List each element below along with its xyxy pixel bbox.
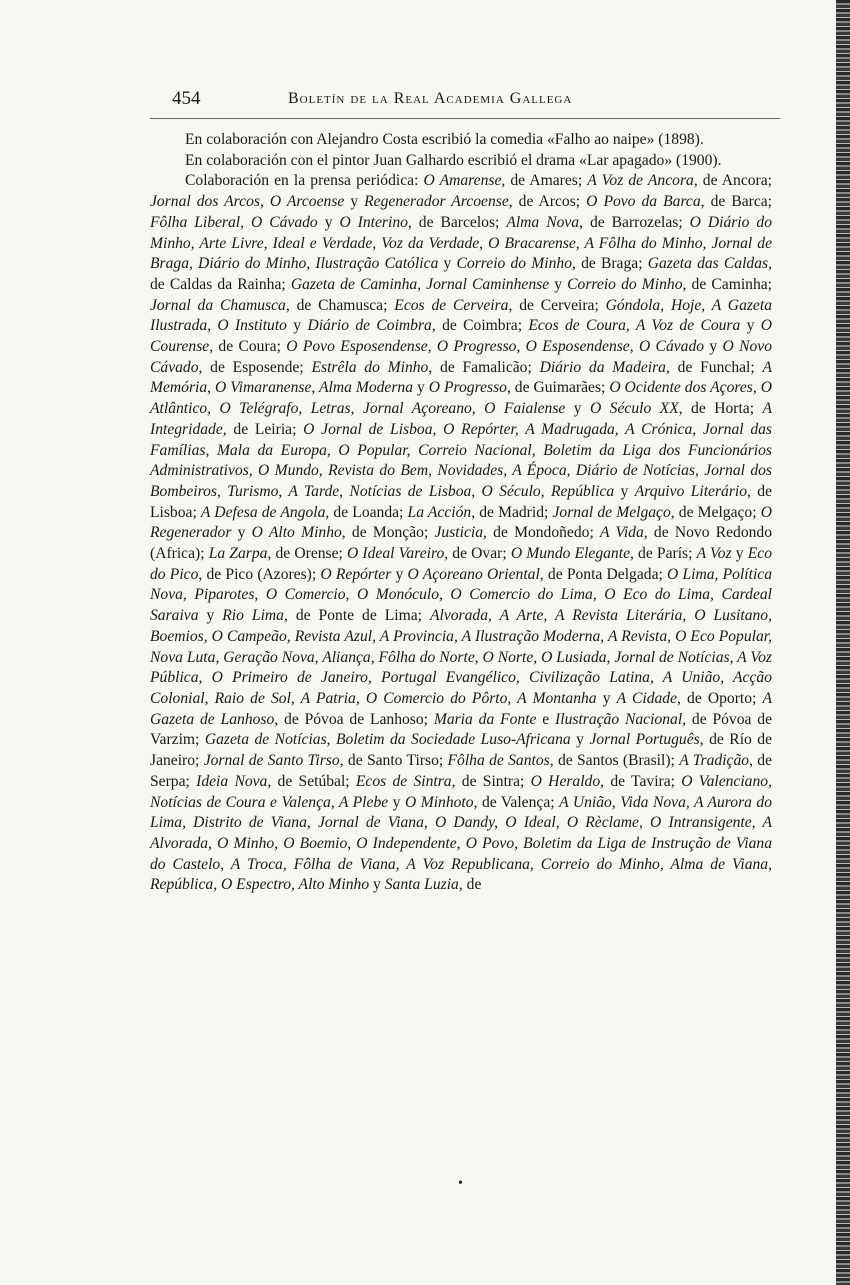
paragraph (150, 171, 772, 896)
text-run: , de París; (630, 545, 697, 563)
text-run: , de Oporto; (677, 689, 763, 707)
text-run: y (549, 275, 568, 293)
italic-title: O Interino (339, 213, 408, 231)
italic-title: Ilustração Nacional (555, 710, 683, 728)
text-run: , de Coura; (209, 338, 287, 356)
italic-title: Regenerador Arcoense (364, 193, 509, 211)
text-run: , de Esposende; (198, 358, 312, 376)
text-run: e (536, 710, 556, 728)
italic-title: O Alto Minho (251, 524, 342, 542)
text-run: , de Santo Tirso; (339, 752, 448, 770)
italic-title: Diário de Coimbra (307, 317, 432, 335)
text-run: y (286, 317, 308, 335)
text-run: , de Sintra; (451, 772, 531, 790)
italic-title: A Integridade (150, 400, 773, 438)
text-run: , de Melgaço; (670, 503, 761, 521)
italic-title: Gazeta das Caldas (647, 255, 769, 273)
italic-title: O Heraldo (530, 772, 601, 790)
italic-title: Gazeta de Notícias, Boletim da Sociedade Luso-Africana (204, 731, 571, 749)
text-run: y (231, 524, 252, 542)
italic-title: O Minhoto (404, 793, 474, 811)
italic-title: A Cidade (616, 689, 678, 707)
page-edge (836, 0, 850, 1285)
text-run: , de Cerveira; (508, 296, 606, 314)
text-run: , de Barrozelas; (579, 213, 690, 231)
text-run: , de Chamusca; (285, 296, 395, 314)
text-run: , de Póvoa de Lanhoso; (274, 710, 434, 728)
italic-title: Alma Nova (506, 213, 580, 231)
text-run: , de Setúbal; (267, 772, 356, 790)
text-run: Colaboración en la prensa periódica: (185, 172, 424, 190)
text-run: y (388, 793, 405, 811)
italic-title: Justicia (434, 524, 484, 542)
italic-title: O Repórter (320, 565, 392, 583)
italic-title: O Novo Cávado (150, 338, 773, 376)
italic-title: O Ideal Vareiro (347, 545, 445, 563)
italic-title: A Voz (696, 545, 732, 563)
italic-title: Correio do Minho (456, 255, 572, 273)
text-run: , de (458, 876, 482, 894)
italic-title: Jornal da Chamusca (150, 296, 286, 314)
text-run: , de Horta; (678, 400, 763, 418)
text-run: y (740, 317, 761, 335)
italic-title: O Regenerador (150, 503, 772, 542)
text-run: y (596, 689, 617, 707)
text-run: , de Ancora; (693, 172, 772, 190)
text-run: , de Caminha; (682, 275, 772, 293)
italic-title: O Mundo Elegante (510, 545, 630, 563)
italic-title: O Jornal de Lisboa, O Repórter, A Madrugada, A Crónica, Jornal das Famílias, Mala da Europa, O Popular, Correio Nacional, Boletim da Liga dos Funcionários Administrativos, O Mundo, Revista do Bem, Novidades, A Época, Diário de Notícias, Jornal dos Bombeiros, Turismo, A Tarde, Notícias de Lisboa, O Século, República (150, 420, 772, 500)
text-run: , de Lisboa; (150, 482, 773, 521)
italic-title: Rio Lima (222, 607, 284, 625)
italic-title: Maria da Fonte (433, 710, 537, 728)
text-run: , de Ovar; (444, 545, 511, 563)
italic-title: O Courense (150, 317, 773, 356)
text-run: y (704, 338, 723, 356)
italic-title: Ideia Nova (196, 772, 268, 790)
text-run: , de Novo Redondo (Africa); (150, 524, 773, 563)
italic-title: Jornal dos Arcos, O Arcoense (150, 193, 345, 211)
italic-title: O Valenciano, Notícias de Coura e Valença, A Plebe (150, 772, 772, 811)
italic-title: La Zarpa (208, 545, 268, 563)
italic-title: A Gazeta de Lanhoso (150, 689, 773, 728)
italic-title: A União, Vida Nova, A Aurora do Lima, Distrito de Viana, Jornal de Viana, O Dandy, O Ideal, O Rèclame, O Intransigente, A Alvorada, O Minho, O Boemio, O Independente, O Povo, Boletim da Liga de Instrução de Viana do Castelo, A Troca, Fôlha de Viana, A Voz Republicana, Correio do Minho, Alma de Viana, República, O Espectro, Alto Minho (150, 793, 773, 894)
text-run: En colaboración con el pintor Juan Galhardo escribió el drama «Lar apagado» (1900). (185, 151, 722, 169)
text-run: , de Serpa; (150, 752, 773, 790)
text-run: , de Loanda; (325, 503, 408, 521)
italic-title: O Século XX (589, 400, 679, 418)
italic-title: Ecos de Cerveira (394, 296, 509, 314)
italic-title: O Povo da Barca (586, 193, 701, 211)
text-run: y (731, 545, 748, 563)
italic-title: La Acción (407, 503, 472, 521)
text-run: , de Monção; (341, 524, 435, 542)
text-run: , de Coimbra; (431, 317, 529, 335)
italic-title: O Açoreano Oriental (407, 565, 540, 583)
text-run: , de Orense; (267, 545, 348, 563)
italic-title: O Amarense (423, 172, 502, 190)
paragraph (150, 151, 772, 172)
text-run: , de Amares; (501, 172, 588, 190)
italic-title: Fôlha de Santos (447, 752, 550, 770)
text-run: , de Ponta Delgada; (539, 565, 668, 583)
italic-title: O Progresso (428, 379, 507, 397)
text-run: , de Tavira; (600, 772, 682, 790)
text-run: , de Santos (Brasil); (549, 752, 680, 770)
text-run: y (198, 607, 223, 625)
text-run: y (344, 193, 365, 211)
text-run: y (391, 565, 408, 583)
text-run: , de Funchal; (665, 358, 763, 376)
text-run: y (317, 213, 340, 231)
italic-title: O Diário do Minho, Arte Livre, Ideal e Verdade, Voz da Verdade, O Bracarense, A Fôlha do Minho, Jornal de Braga, Diário do Minho, Ilustração Católica (150, 213, 772, 273)
italic-title: A Tradição (679, 752, 750, 770)
text-run: y (369, 876, 385, 894)
text-run: y (438, 255, 457, 273)
italic-title: A Defesa de Angola (200, 503, 326, 521)
italic-title: O Ocidente dos Açores, O Atlântico, O Telégrafo, Letras, Jornal Açoreano, O Faialense (150, 379, 772, 418)
italic-title: O Lima, Política Nova, Piparotes, O Comercio, O Monóculo, O Comercio do Lima, O Eco do Lima, Cardeal Saraiva (150, 565, 773, 625)
text-run: , de Guimarães; (506, 379, 610, 397)
text-run: En colaboración con Alejandro Costa escribió la comedia «Falho ao naipe» (1898). (185, 131, 704, 148)
text-run: , de Ponte de Lima; (283, 607, 430, 625)
italic-title: Jornal Português (589, 731, 700, 749)
text-run: , de Pico (Azores); (198, 565, 321, 583)
text-run: , de Braga; (572, 255, 648, 273)
italic-title: Jornal de Santo Tirso (203, 752, 340, 770)
text-run: , de Mondoñedo; (483, 524, 601, 542)
footer-mark: • (458, 1176, 463, 1191)
text-run: y (413, 379, 429, 397)
text-run: , de Póvoa de Varzim; (150, 710, 772, 749)
text-run: , de Arcos; (508, 193, 587, 211)
text-run: , de Barca; (700, 193, 773, 211)
italic-title: Ecos de Coura, A Voz de Coura (528, 317, 741, 335)
text-run: y (614, 482, 635, 500)
italic-title: Fôlha Liberal, O Cávado (150, 213, 318, 231)
italic-title: Estrêla do Minho (311, 358, 429, 376)
italic-title: Santa Luzia (384, 876, 459, 894)
body-text (150, 130, 772, 896)
paragraph (150, 130, 772, 151)
running-head: Boletín de la Real Academia Gallega (288, 90, 573, 107)
italic-title: Góndola, Hoje, A Gazeta Ilustrada, O Instituto (150, 296, 772, 335)
italic-title: A Voz de Ancora (587, 172, 694, 190)
text-run: , de Famalicão; (428, 358, 540, 376)
italic-title: A Vida (600, 524, 644, 542)
text-run: , de Barcelos; (407, 213, 507, 231)
italic-title: Arquivo Literário (634, 482, 748, 500)
text-run: y (565, 400, 590, 418)
text-run: , de Valença; (473, 793, 560, 811)
text-run: , de Leiria; (222, 420, 304, 438)
italic-title: Jornal de Melgaço (552, 503, 671, 521)
italic-title: Alvorada, A Arte, A Revista Literária, O Lusitano, Boemios, O Campeão, Revista Azul, A Provincia, A Ilustração Moderna, A Revista, O Eco Popular, Nova Luta, Geração Nova, Aliança, Fôlha do Norte, O Norte, O Lusiada, Jornal de Notícias, A Voz Pública, O Primeiro de Janeiro, Portugal Evangélico, Civilização Latina, A União, Acção Colonial, Raio de Sol, A Patria, O Comercio do Pôrto, A Montanha (150, 607, 773, 707)
text-run: , de Caldas da Rainha; (150, 255, 773, 293)
italic-title: A Memória, O Vimaranense, Alma Moderna (150, 358, 773, 397)
italic-title: Diário da Madeira (539, 358, 666, 376)
italic-title: Gazeta de Caminha, Jornal Caminhense (290, 275, 550, 293)
header-rule (150, 118, 780, 119)
page-number: 454 (172, 88, 201, 109)
text-run: , de Madrid; (471, 503, 553, 521)
italic-title: Eco do Pico (150, 545, 772, 583)
italic-title: O Povo Esposendense, O Progresso, O Esposendense, O Cávado (286, 338, 705, 356)
italic-title: Ecos de Sintra (355, 772, 452, 790)
italic-title: Correio do Minho (567, 275, 683, 293)
text-run: , de Río de Janeiro; (150, 731, 773, 770)
page-header (172, 88, 642, 114)
text-run: y (570, 731, 590, 749)
